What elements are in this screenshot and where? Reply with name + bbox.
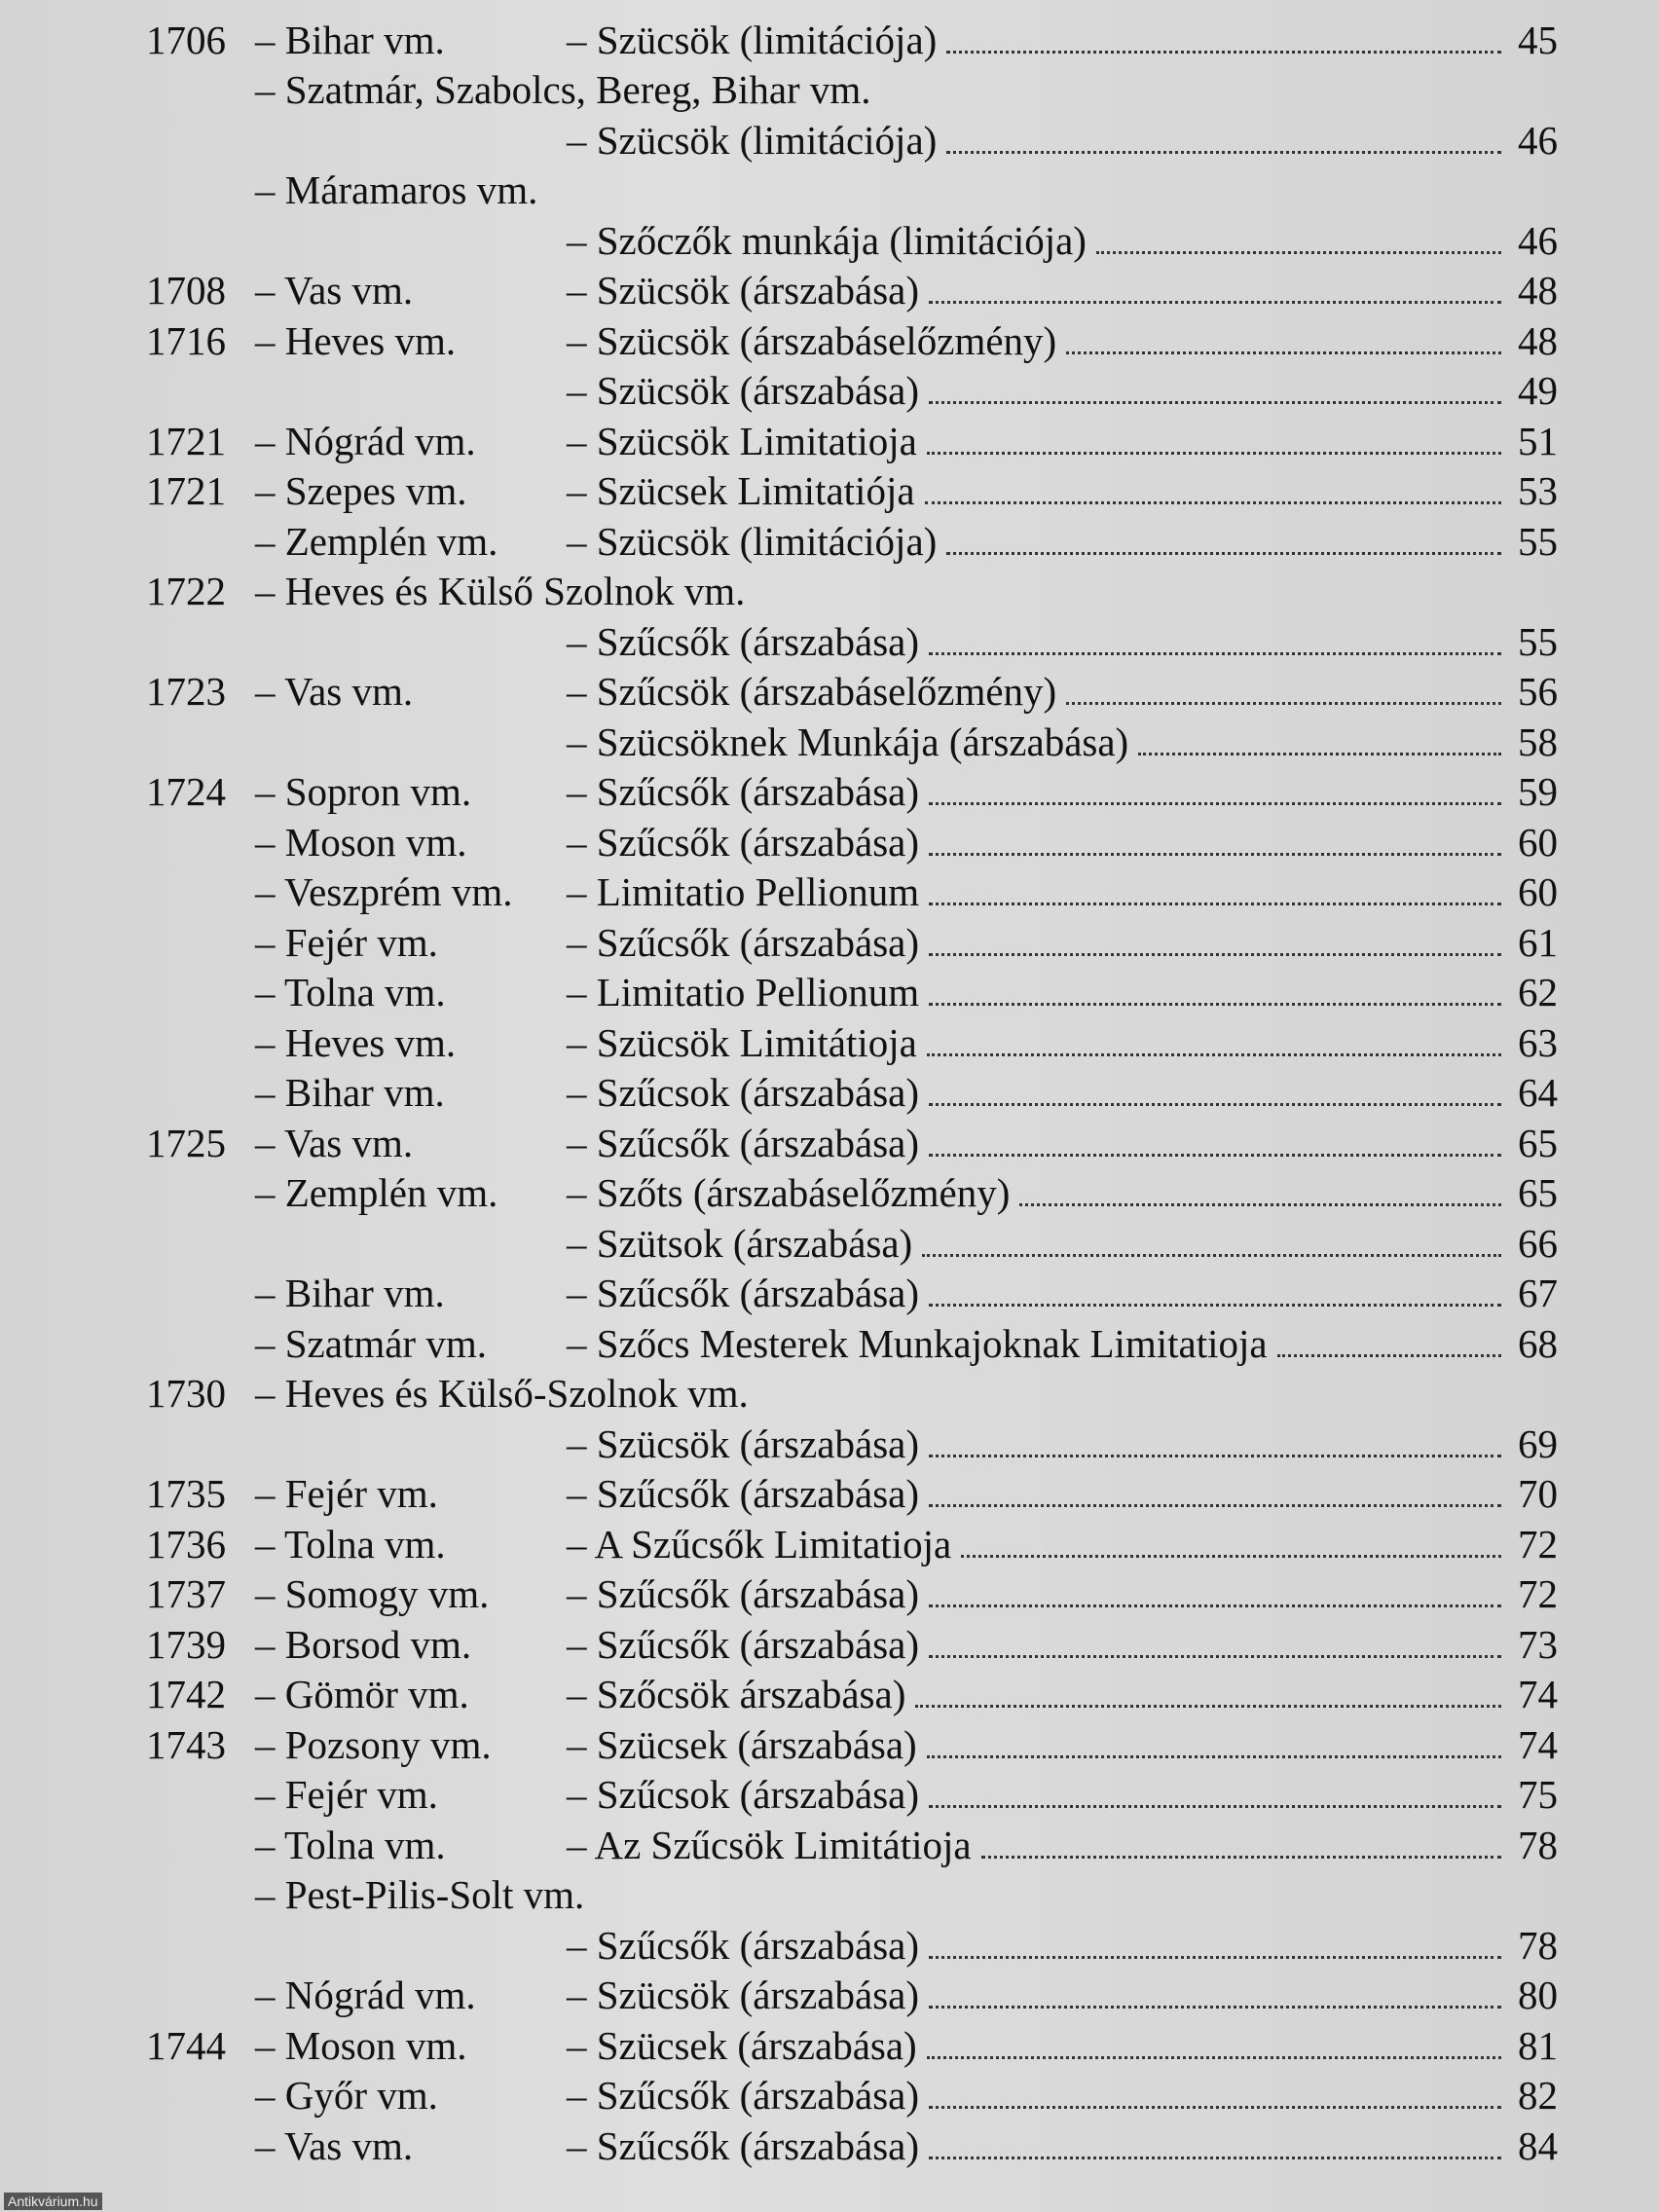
entry-page-number: 59 xyxy=(1518,769,1558,814)
entry-page-number: 67 xyxy=(1518,1271,1558,1315)
leader-dots xyxy=(1277,1354,1501,1357)
entry-title: – Szücsek (árszabása) xyxy=(567,2022,917,2068)
entry-page-number: 82 xyxy=(1518,2073,1558,2118)
entry-page-number: 64 xyxy=(1518,1070,1558,1115)
entry-title: – Szücsöknek Munkája (árszabása) xyxy=(567,719,1129,764)
entry-title: – Szűcsők (árszabása) xyxy=(567,1922,920,1968)
entry-page-number: 78 xyxy=(1518,1922,1558,1968)
entry-page-number: 72 xyxy=(1518,1571,1558,1616)
toc-entry xyxy=(146,2015,1558,2066)
entry-title: – Szűcsők (árszabása) xyxy=(567,1120,920,1165)
entry-page-number: 60 xyxy=(1518,819,1558,865)
entry-title: – Szűcsők (árszabása) xyxy=(567,2073,920,2118)
entry-page-number: 53 xyxy=(1518,468,1558,513)
toc-entry xyxy=(146,1113,1558,1163)
entry-page-number: 68 xyxy=(1518,1320,1558,1366)
entry-county: – Vas vm. xyxy=(255,1120,414,1165)
entry-year: 1739 xyxy=(146,1621,226,1667)
toc-entry xyxy=(146,210,1558,261)
leader-dots xyxy=(929,1154,1501,1157)
toc-entry xyxy=(146,311,1558,361)
leader-dots xyxy=(929,903,1501,905)
leader-dots xyxy=(927,452,1501,455)
entry-title: – Limitatio Pellionum xyxy=(567,869,920,914)
entry-page-number: 46 xyxy=(1518,117,1558,163)
entry-page-number: 72 xyxy=(1518,1521,1558,1567)
leader-dots xyxy=(929,1805,1501,1808)
entry-title: – Szücsek Limitatiója xyxy=(567,468,915,513)
entry-county: – Vas vm. xyxy=(255,268,414,313)
leader-dots xyxy=(929,802,1501,805)
entry-title: – Szűcsők (árszabása) xyxy=(567,1471,920,1516)
entry-title: – Szücsök Limitatioja xyxy=(567,418,917,463)
entry-county: – Pest-Pilis-Solt vm. xyxy=(255,1872,585,1917)
toc-entry xyxy=(146,1565,1558,1615)
entry-title: – Szütsok (árszabása) xyxy=(567,1220,913,1266)
entry-page-number: 81 xyxy=(1518,2022,1558,2068)
entry-page-number: 58 xyxy=(1518,719,1558,764)
toc-entry xyxy=(146,261,1558,312)
entry-county: – Nógrád vm. xyxy=(255,1972,476,2017)
toc-entry xyxy=(146,60,1558,111)
toc-entry xyxy=(146,1614,1558,1665)
entry-year: 1730 xyxy=(146,1371,226,1416)
entry-page-number: 45 xyxy=(1518,17,1558,62)
leader-dots xyxy=(929,401,1501,404)
toc-entry xyxy=(146,1264,1558,1314)
entry-year: 1724 xyxy=(146,769,226,814)
entry-title: – Szűcsok (árszabása) xyxy=(567,1772,920,1817)
entry-county: – Győr vm. xyxy=(255,2073,438,2118)
leader-dots xyxy=(1096,251,1501,254)
toc-entry xyxy=(146,863,1558,913)
entry-county: – Szepes vm. xyxy=(255,468,467,513)
entry-county: – Nógrád vm. xyxy=(255,418,476,463)
leader-dots xyxy=(929,2106,1501,2109)
entry-title: – Szücsök (limitációja) xyxy=(567,117,938,163)
leader-dots xyxy=(929,953,1501,956)
entry-title: – Szőczők munkája (limitációja) xyxy=(567,217,1087,263)
entry-county: – Zemplén vm. xyxy=(255,518,498,564)
entry-county: – Tolna vm. xyxy=(255,1822,446,1867)
entry-title: – Szücsök (árszabáselőzmény) xyxy=(567,317,1057,363)
entry-year: 1723 xyxy=(146,669,226,714)
entry-title: – Szücsök (limitációja) xyxy=(567,17,938,62)
entry-county: – Szatmár vm. xyxy=(255,1320,487,1366)
entry-year: 1708 xyxy=(146,268,226,313)
entry-county: – Fejér vm. xyxy=(255,1471,438,1516)
toc-entry xyxy=(146,2116,1558,2166)
toc-entry xyxy=(146,461,1558,512)
toc-entry xyxy=(146,712,1558,762)
entry-year: 1725 xyxy=(146,1120,226,1165)
toc-entry xyxy=(146,1063,1558,1114)
entry-title: – Szücsök (árszabása) xyxy=(567,368,920,413)
toc-entry xyxy=(146,762,1558,813)
entry-title: – Szücsök Limitátioja xyxy=(567,1019,917,1065)
entry-county: – Máramaros vm. xyxy=(255,167,538,212)
entry-county: – Bihar vm. xyxy=(255,1070,445,1115)
entry-county: – Bihar vm. xyxy=(255,1271,445,1315)
leader-dots xyxy=(1066,702,1501,705)
entry-page-number: 61 xyxy=(1518,919,1558,965)
leader-dots xyxy=(925,501,1501,504)
leader-dots xyxy=(927,1755,1501,1758)
entry-county: – Tolna vm. xyxy=(255,1521,446,1567)
leader-dots xyxy=(929,2157,1501,2159)
entry-page-number: 63 xyxy=(1518,1019,1558,1065)
toc-entry xyxy=(146,10,1558,60)
toc-entry xyxy=(146,1313,1558,1364)
toc-entry xyxy=(146,1815,1558,1865)
entry-page-number: 70 xyxy=(1518,1471,1558,1516)
entry-title: – Szűcsők (árszabása) xyxy=(567,1621,920,1667)
toc-entry xyxy=(146,812,1558,863)
entry-county: – Veszprém vm. xyxy=(255,869,513,914)
toc-entry xyxy=(146,1514,1558,1565)
toc-entry xyxy=(146,1414,1558,1464)
leader-dots xyxy=(927,1053,1501,1056)
toc-entry xyxy=(146,1915,1558,1966)
entry-page-number: 62 xyxy=(1518,970,1558,1014)
entry-title: – A Szűcsők Limitatioja xyxy=(567,1521,952,1567)
entry-page-number: 73 xyxy=(1518,1621,1558,1667)
leader-dots xyxy=(929,1304,1501,1307)
leader-dots xyxy=(946,51,1501,54)
toc-entry xyxy=(146,411,1558,461)
toc-entry xyxy=(146,110,1558,161)
toc-entry xyxy=(146,1163,1558,1214)
entry-county: – Szatmár, Szabolcs, Bereg, Bihar vm. xyxy=(255,67,871,112)
leader-dots xyxy=(929,1504,1501,1507)
entry-county: – Gömör vm. xyxy=(255,1672,469,1716)
leader-dots xyxy=(946,552,1501,555)
entry-county: – Fejér vm. xyxy=(255,1772,438,1817)
entry-page-number: 48 xyxy=(1518,317,1558,363)
toc-entry xyxy=(146,662,1558,713)
entry-title: – Szűcsők (árszabása) xyxy=(567,618,920,664)
toc-entry xyxy=(146,912,1558,963)
entry-page-number: 69 xyxy=(1518,1420,1558,1466)
entry-page-number: 84 xyxy=(1518,2122,1558,2168)
table-of-contents xyxy=(146,10,1558,2166)
toc-entry xyxy=(146,361,1558,412)
entry-county: – Sopron vm. xyxy=(255,769,472,814)
toc-entry xyxy=(146,1865,1558,1916)
toc-entry xyxy=(146,963,1558,1014)
entry-county: – Somogy vm. xyxy=(255,1571,490,1616)
toc-entry xyxy=(146,511,1558,562)
toc-entry xyxy=(146,2066,1558,2117)
entry-title: – Limitatio Pellionum xyxy=(567,970,920,1014)
leader-dots xyxy=(929,1655,1501,1658)
leader-dots xyxy=(981,1856,1501,1859)
leader-dots xyxy=(929,1103,1501,1106)
entry-page-number: 80 xyxy=(1518,1972,1558,2017)
toc-entry xyxy=(146,1966,1558,2016)
entry-county: – Heves és Külső-Szolnok vm. xyxy=(255,1371,749,1416)
leader-dots xyxy=(929,1455,1501,1457)
toc-entry xyxy=(146,1765,1558,1816)
entry-title: – Szűcsők (árszabása) xyxy=(567,819,920,865)
entry-year: 1743 xyxy=(146,1721,226,1767)
entry-year: 1736 xyxy=(146,1521,226,1567)
toc-entry xyxy=(146,1013,1558,1063)
entry-title: – Szücsök (limitációja) xyxy=(567,518,938,564)
entry-title: – Szücsek (árszabása) xyxy=(567,1721,917,1767)
entry-title: – Szőcsök árszabása) xyxy=(567,1672,906,1716)
toc-entry xyxy=(146,1714,1558,1765)
entry-page-number: 56 xyxy=(1518,669,1558,714)
entry-year: 1721 xyxy=(146,418,226,463)
entry-county: – Tolna vm. xyxy=(255,970,446,1014)
leader-dots xyxy=(915,1705,1501,1708)
leader-dots xyxy=(929,2006,1501,2009)
leader-dots xyxy=(929,652,1501,655)
entry-county: – Pozsony vm. xyxy=(255,1721,492,1767)
leader-dots xyxy=(922,1254,1501,1257)
leader-dots xyxy=(927,2056,1501,2059)
entry-title: – Szücsök (árszabása) xyxy=(567,268,920,313)
entry-page-number: 66 xyxy=(1518,1220,1558,1266)
leader-dots xyxy=(1138,753,1501,756)
watermark: Antikvárium.hu xyxy=(4,2193,102,2210)
entry-county: – Heves vm. xyxy=(255,1019,457,1065)
entry-page-number: 60 xyxy=(1518,869,1558,914)
entry-title: – Szőcs Mesterek Munkajoknak Limitatioja xyxy=(567,1320,1268,1366)
entry-county: – Vas vm. xyxy=(255,2122,414,2168)
toc-entry xyxy=(146,562,1558,612)
entry-page-number: 78 xyxy=(1518,1822,1558,1867)
entry-page-number: 51 xyxy=(1518,418,1558,463)
entry-county: – Fejér vm. xyxy=(255,919,438,965)
entry-county: – Moson vm. xyxy=(255,2022,467,2068)
entry-title: – Szűcsök (árszabáselőzmény) xyxy=(567,669,1057,714)
entry-page-number: 48 xyxy=(1518,268,1558,313)
leader-dots xyxy=(1066,351,1501,354)
entry-county: – Borsod vm. xyxy=(255,1621,472,1667)
leader-dots xyxy=(929,853,1501,856)
toc-entry xyxy=(146,1665,1558,1715)
entry-page-number: 74 xyxy=(1518,1721,1558,1767)
entry-county: – Bihar vm. xyxy=(255,17,445,62)
toc-entry xyxy=(146,1213,1558,1264)
entry-county: – Moson vm. xyxy=(255,819,467,865)
entry-county: – Heves vm. xyxy=(255,317,457,363)
entry-title: – Szűcsők (árszabása) xyxy=(567,2122,920,2168)
entry-page-number: 55 xyxy=(1518,518,1558,564)
entry-year: 1716 xyxy=(146,317,226,363)
entry-page-number: 55 xyxy=(1518,618,1558,664)
entry-title: – Szűcsők (árszabása) xyxy=(567,769,920,814)
entry-title: – Szűcsok (árszabása) xyxy=(567,1070,920,1115)
entry-title: – Szücsök (árszabása) xyxy=(567,1972,920,2017)
entry-page-number: 65 xyxy=(1518,1120,1558,1165)
entry-year: 1737 xyxy=(146,1571,226,1616)
entry-page-number: 65 xyxy=(1518,1170,1558,1215)
entry-page-number: 46 xyxy=(1518,217,1558,263)
entry-page-number: 49 xyxy=(1518,368,1558,413)
entry-title: – Szőts (árszabáselőzmény) xyxy=(567,1170,1011,1215)
entry-county: – Zemplén vm. xyxy=(255,1170,498,1215)
toc-entry xyxy=(146,161,1558,211)
leader-dots xyxy=(929,1003,1501,1006)
toc-entry xyxy=(146,1364,1558,1415)
entry-page-number: 74 xyxy=(1518,1672,1558,1716)
leader-dots xyxy=(929,1956,1501,1959)
toc-entry xyxy=(146,611,1558,662)
leader-dots xyxy=(961,1555,1501,1558)
toc-entry xyxy=(146,1464,1558,1515)
leader-dots xyxy=(1019,1203,1501,1206)
entry-year: 1721 xyxy=(146,468,226,513)
leader-dots xyxy=(929,1604,1501,1607)
entry-county: – Heves és Külső Szolnok vm. xyxy=(255,569,746,613)
leader-dots xyxy=(946,151,1501,154)
entry-title: – Szűcsők (árszabása) xyxy=(567,1271,920,1315)
entry-year: 1722 xyxy=(146,569,226,613)
entry-year: 1735 xyxy=(146,1471,226,1516)
entry-year: 1742 xyxy=(146,1672,226,1716)
entry-year: 1744 xyxy=(146,2022,226,2068)
entry-county: – Vas vm. xyxy=(255,669,414,714)
entry-title: – Szűcsők (árszabása) xyxy=(567,1571,920,1616)
entry-title: – Az Szűcsök Limitátioja xyxy=(567,1822,972,1867)
entry-title: – Szücsök (árszabása) xyxy=(567,1420,920,1466)
entry-year: 1706 xyxy=(146,17,226,62)
leader-dots xyxy=(929,301,1501,304)
entry-title: – Szűcsők (árszabása) xyxy=(567,919,920,965)
entry-page-number: 75 xyxy=(1518,1772,1558,1817)
